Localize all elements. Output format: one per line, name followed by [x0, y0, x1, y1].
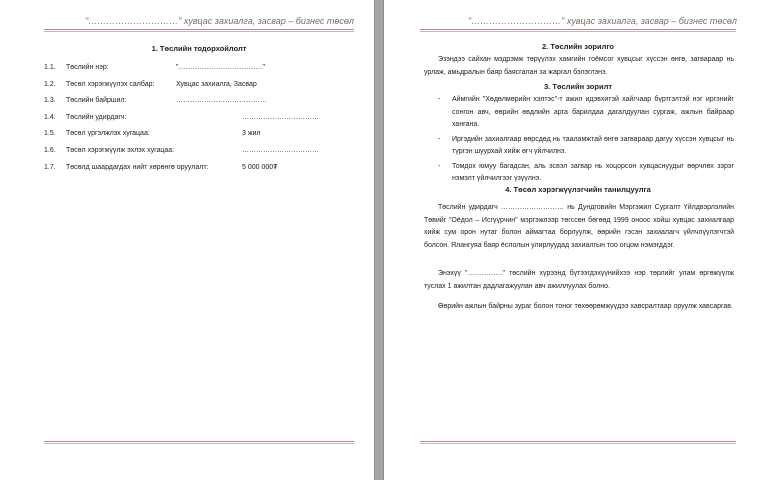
info-row	[44, 130, 344, 142]
footer-rule	[420, 441, 736, 442]
row-number: 1.5.	[44, 130, 56, 137]
row-value: Хувцас захиалга, Засвар	[176, 81, 257, 88]
info-row	[44, 81, 344, 93]
section-title: 2. Төслийн зорилго	[542, 42, 614, 51]
bullet-dash: -	[438, 96, 441, 103]
list-item-text: Томдох юмуу багадсан, аль эсвэл загвар нь хоцорсон хувцаснуудыг өөрчлөх зэрэг нэмэлт үйлчилгээг үзүүлнэ.	[452, 162, 734, 182]
header-rule	[44, 29, 354, 30]
row-value: 5 000 000₮	[242, 164, 278, 171]
info-row	[44, 164, 344, 176]
section-title: 1. Төслийн тодорхойлолт	[151, 44, 247, 53]
row-label: Төслийн байршил:	[66, 97, 127, 104]
list-item-text: Иргэдийн захиалгаар өөрсдөд нь тааламжтай өнгө загвараар дагуу хүссэн хувцсыг нь түргэн шуурхай хийж өгч үйлчилнэ.	[452, 135, 734, 155]
left-page	[0, 0, 374, 480]
footer-rule	[420, 443, 736, 444]
bullet-dash: -	[438, 135, 441, 143]
list-item	[438, 94, 734, 132]
section-title: 4. Төсөл хэрэгжүүлэгчийн танилцуулга	[505, 185, 651, 194]
footer-rule	[44, 441, 354, 442]
row-number: 1.3.	[44, 97, 56, 104]
info-row	[44, 64, 344, 76]
row-value: 3 жил	[242, 130, 261, 137]
header-rule	[420, 31, 736, 32]
row-label: Төслийн нэр:	[66, 64, 109, 71]
left-page-header: "…………………………" хувцас захиалга, засвар – бизнес төсөл	[84, 16, 354, 26]
goals-list	[438, 94, 734, 188]
paragraph: Төслийн удирдагч ……………………… нь Дундговийн Мэргэжил Сургалт Үйлдвэрлэлийн Төвийг "Оёдол – Исгүүрчин" мэргэжлээр төгссөн бөгөөд 1999 оноос хойш хувцас захиалгаар хийж сум орон нутаг болон аймагтаа борлуулж, өөрийн гэсэн захиалагч үйлчлүүлэгчтэй болсон. Ялангуяа баяр ёслолын улирлуудад захиалгын тоо огцом нэмэгддэг.	[424, 204, 734, 249]
row-label: Төслийн удирдагч:	[66, 114, 127, 121]
row-number: 1.1.	[44, 64, 56, 71]
row-value: ……………………………	[242, 147, 319, 154]
section-title: 3. Төслийн зорилт	[543, 82, 613, 91]
list-item	[438, 134, 734, 159]
row-number: 1.2.	[44, 81, 56, 88]
list-item-text: Аймгийн "Хөдөлмөрийн хэлтэс"-т ажил идэвхитэй хайгчаар бүртгэлтэй нэг иргэнийг сонгон авч, өөрийн өвдлийн арга барилдаа дагалдуулан сургаж, ажлын байраар хангана.	[452, 96, 734, 128]
header-rule	[44, 31, 354, 32]
paragraph: Энэхүү "……………" төслийн хүрээнд бүтээгдэхүүнийхээ нэр төрлийг улам өргөжүүлж туслах 1 ажилтан дадлагажуулан авч ажиллуулах болно.	[424, 270, 734, 290]
row-label: Төсөлд шаардагдах нийт хөрөнгө оруулалт:	[66, 164, 209, 171]
header-rule	[420, 29, 736, 30]
info-row	[44, 97, 344, 109]
row-value: ……………………………	[242, 114, 319, 121]
row-value: "………………………………"	[176, 64, 265, 71]
info-row	[44, 147, 344, 159]
paragraph: Өөрийн ажлын байрны зураг болон тоног төхөөрөмжүүдээ хавсралтаар оруулж хавсаргав.	[438, 303, 733, 310]
row-number: 1.7.	[44, 164, 56, 171]
right-page-header: "…………………………" хувцас захиалга, засвар – бизнес төсөл	[467, 16, 737, 26]
list-item	[438, 161, 734, 186]
right-page	[384, 0, 757, 480]
bullet-dash: -	[438, 162, 441, 170]
page-gutter	[374, 0, 384, 480]
info-row	[44, 114, 344, 126]
row-label: Төсөл хэрэгжүүлэх салбар:	[66, 81, 155, 88]
row-number: 1.6.	[44, 147, 56, 154]
row-number: 1.4.	[44, 114, 56, 121]
row-label: Төсөл хэрэгжүүлж эхлэх хугацаа:	[66, 147, 175, 154]
row-label: Төсөл үргэлжлэх хугацаа:	[66, 130, 150, 137]
row-value: …………………………………	[176, 97, 267, 104]
paragraph: Эзэндээ сайхан мэдрэмж төрүүлэх хамгийн гоёмсог хувцсыг хүссэн өнгө, загвараар нь урлаж, амьдралын баяр баясгалан за жаргал бэлэглэнэ.	[424, 56, 734, 76]
footer-rule	[44, 443, 354, 444]
